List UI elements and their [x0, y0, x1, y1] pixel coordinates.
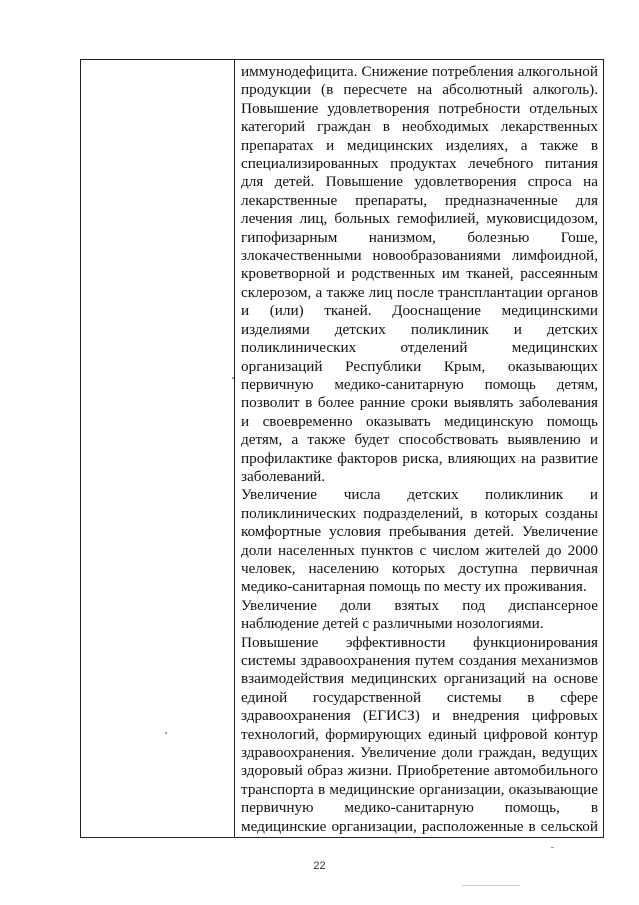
paragraph-4: Повышение эффективности функционирования системы здравоохранения путем создания механизмов взаимодействия медицинских организаций на основе единой государственной системы в сфере здравоохранения (ЕГИСЗ) и внедрения цифровых технологий, формирующих единый цифровой контур здравоохранения. Увеличение доли граждан, ведущих здоровый образ жизни. Приобретение автомобильного транспорта в медицинские организации, оказывающие первичную медико-санитарную помощь, в медицинские организации, расположенные в сельской	[241, 633, 598, 835]
content-table	[80, 59, 604, 838]
table-right-cell	[236, 60, 603, 837]
scan-speck	[551, 847, 554, 848]
table-left-cell	[81, 60, 235, 837]
table-right-cell-text	[236, 60, 603, 837]
page-number: 22	[313, 860, 326, 872]
scan-speck	[165, 732, 167, 734]
scan-line	[462, 885, 520, 886]
paragraph-1: иммунодефицита. Снижение потребления алкогольной продукции (в пересчете на абсолютный алкоголь). Повышение удовлетворения потребности отдельных категорий граждан в необходимых лекарственных препаратах и медицинских изделиях, а также в специализированных продуктах лечебного питания для детей. Повышение удовлетворения спроса на лекарственные препараты, предназначенные для лечения лиц, больных гемофилией, муковисцидозом, гипофизарным нанизмом, болезнью Гоше, злокачественными новообразованиями лимфоидной, кроветворной и родственных им тканей, рассеянным склерозом, а также лиц после трансплантации органов и (или) тканей. Дооснащение медицинскими изделиями детских поликлиник и детских поликлинических отделений медицинских организаций Республики Крым, оказывающих первичную медико-санитарную помощь детям, позволит в более ранние сроки выявлять заболевания и своевременно оказывать медицинскую помощь детям, а также будет способствовать выявлению и профилактике факторов риска, влияющих на развитие заболеваний.	[241, 63, 598, 485]
paragraph-3: Увеличение доли взятых под диспансерное наблюдение детей с различными нозологиями.	[241, 596, 598, 633]
scan-speck	[232, 377, 234, 379]
paragraph-2: Увеличение числа детских поликлиник и поликлинических подразделений, в которых созданы комфортные условия пребывания детей. Увеличение доли населенных пунктов с числом жителей до 2000 человек, населению которых доступна первичная медико-санитарная помощь по месту их проживания.	[241, 486, 598, 596]
